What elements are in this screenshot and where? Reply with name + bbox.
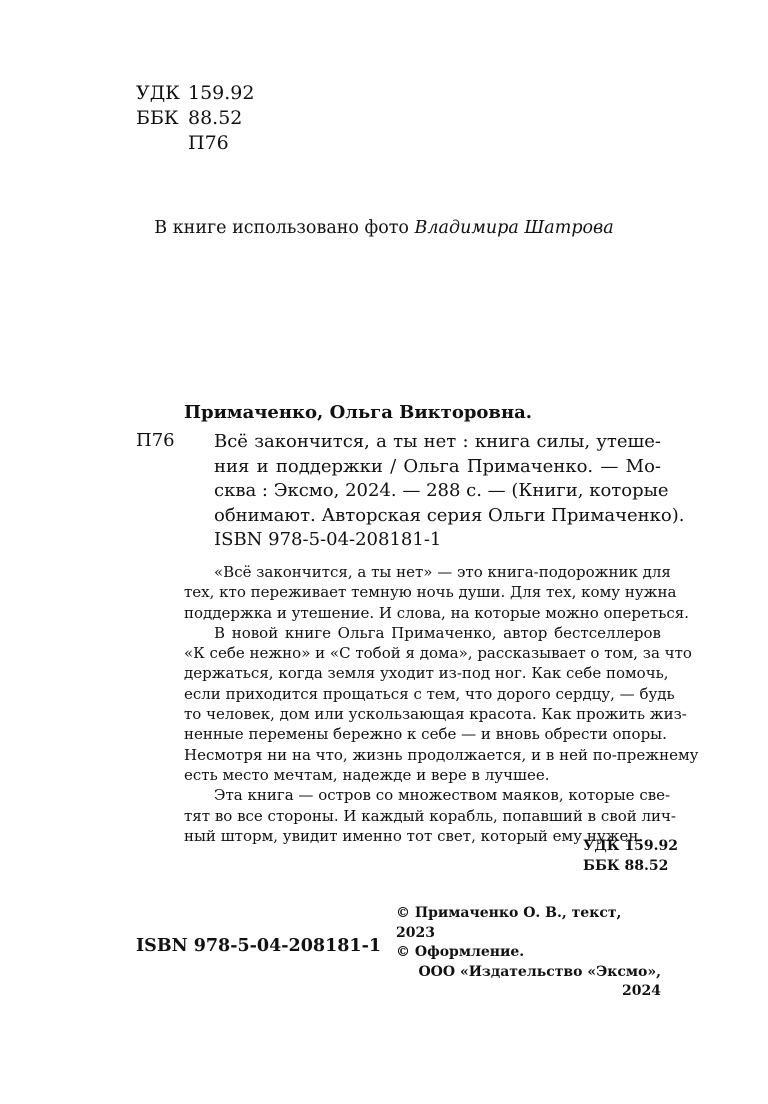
footer-udk: УДК 159.92 [583,838,678,854]
copyright-text: © Примаченко О. В., текст, 2023 [396,905,622,941]
annotation-line: «Всё закончится, а ты нет» — это книга-подорожник для [214,563,671,581]
annotation-line: поддержка и утешение. И слова, на которые можно опереться. [184,603,689,622]
bbk-row [136,106,254,131]
bibliographic-description [214,430,685,528]
copyright-design: © Оформление. [396,944,525,960]
annotation-line: ненные перемены бережно к себе — и вновь обрести опоры. [184,725,667,744]
annotation-line: «К себе нежно» и «С тобой я дома», рассказывает о том, за что [184,644,692,663]
author-sign: П76 [188,132,229,154]
footer-isbn: ISBN 978-5-04-208181-1 [136,936,382,956]
annotation-line: Эта книга — остров со множеством маяков, которые све- [214,786,671,805]
entry-author: Примаченко, Ольга Викторовна. [184,402,533,423]
author-sign-row [136,131,254,156]
annotation-line: тят во все стороны. И каждый корабль, попавший в свой лич- [184,806,677,825]
bbk-value: 88.52 [188,107,243,129]
photographer-name: Владимира Шатрова [414,218,614,238]
annotation-line: ный шторм, увидит именно тот свет, который ему нужен. [184,826,644,845]
classification-block [136,81,254,156]
annotation-line: есть место мечтам, надежде и вере в лучшее. [184,765,550,784]
entry-code: П76 [136,430,175,451]
bib-line: Всё закончится, а ты нет : книга силы, утеше- [214,431,661,452]
udk-label: УДК [136,82,180,104]
annotation-line: то человек, дом или ускользающая красота. Как прожить жиз- [184,705,687,724]
bib-line: обнимают. Авторская серия Ольги Примаченко). [214,504,685,526]
footer-bbk: ББК 88.52 [583,858,669,874]
annotation-line: тех, кто переживает темную ночь души. Для тех, кому нужна [184,583,677,602]
photo-credit-prefix: В книге использовано фото [154,218,409,238]
bib-line: сква : Эксмо, 2024. — 288 с. — (Книги, которые [214,480,669,501]
annotation-line: Несмотря ни на что, жизнь продолжается, и в ней по-прежнему [184,745,699,764]
annotation-line: В новой книге Ольга Примаченко, автор бестселлеров [214,623,661,642]
udk-value: 159.92 [188,82,255,104]
photo-credit [0,218,768,238]
copyright-publisher: ООО «Издательство «Эксмо», 2024 [418,963,661,999]
annotation-line: держаться, когда земля уходит из-под ног. Как себе помочь, [184,664,669,683]
bbk-label: ББК [136,107,179,129]
footer-classification [583,836,678,876]
entry-isbn: ISBN 978-5-04-208181-1 [214,529,442,550]
udk-row [136,81,254,106]
bib-line: ния и поддержки / Ольга Примаченко. — Мо- [214,455,661,477]
copyright-block [396,904,661,1002]
annotation-line: если приходится прощаться с тем, что дорого сердцу, — будь [184,684,675,703]
